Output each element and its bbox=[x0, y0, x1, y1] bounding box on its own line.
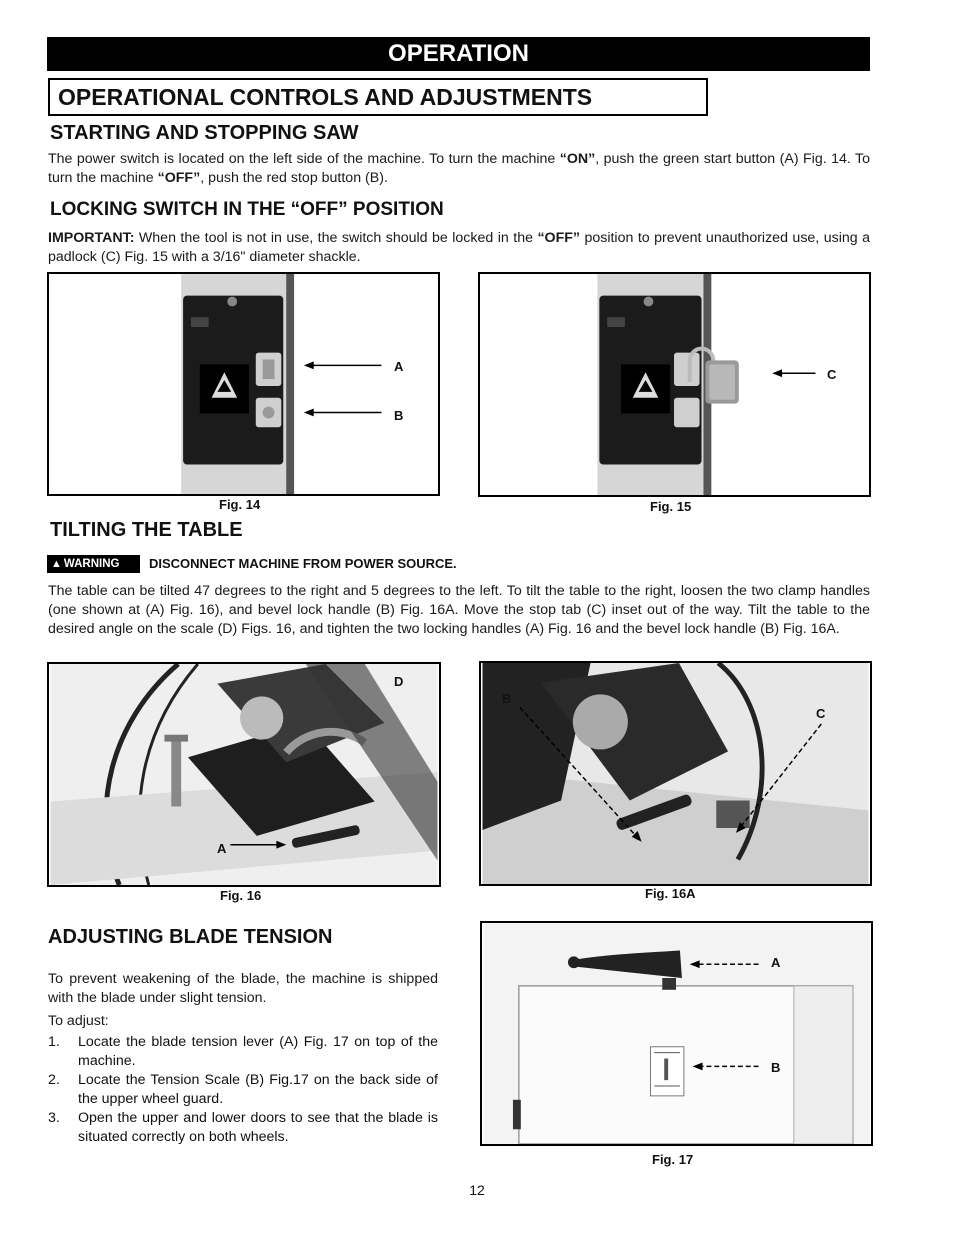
figure-16a bbox=[479, 661, 872, 886]
section-banner: OPERATION bbox=[47, 37, 870, 71]
fig16-caption: Fig. 16 bbox=[220, 888, 262, 903]
padlock-photo bbox=[480, 274, 869, 495]
fig14-label-b: B bbox=[394, 408, 404, 423]
subsection-banner: OPERATIONAL CONTROLS AND ADJUSTMENTS bbox=[48, 78, 708, 116]
fig16-label-d: D bbox=[394, 674, 404, 689]
fig17-label-b: B bbox=[771, 1060, 781, 1075]
figure-15 bbox=[478, 272, 871, 497]
tension-to-adjust: To adjust: bbox=[48, 1013, 109, 1029]
warning-text: DISCONNECT MACHINE FROM POWER SOURCE. bbox=[149, 556, 457, 571]
tension-steps bbox=[48, 1033, 438, 1147]
list-item: 3. Open the upper and lower doors to see that the blade is situated correctly on both wheels. bbox=[48, 1110, 438, 1145]
starting-paragraph: The power switch is located on the left side of the machine. To turn the machine “ON”, push the green start button (A) Fig. 14. To turn the machine “OFF”, push the red stop button (B). bbox=[48, 151, 870, 186]
fig16a-caption: Fig. 16A bbox=[645, 886, 696, 901]
warning-badge: ▲ WARNING bbox=[47, 555, 140, 573]
fig15-caption: Fig. 15 bbox=[650, 499, 692, 514]
figure-14 bbox=[47, 272, 440, 496]
table-tilt-photo bbox=[49, 664, 439, 885]
fig17-caption: Fig. 17 bbox=[652, 1152, 694, 1167]
switch-photo bbox=[49, 274, 438, 494]
tilting-paragraph: The table can be tilted 47 degrees to the right and 5 degrees to the left. To tilt the table to the right, loosen the two clamp handles (one shown at (A) Fig. 16), and bevel lock handle (B) Fig. 16A. Move the stop tab (C) inset out of the way. Tilt the table to the desired angle on the scale (D) Figs. 16, and tighten the two locking handles (A) Fig. 16 and the bevel lock handle (B) Fig. 16A. bbox=[48, 583, 870, 637]
locking-title: LOCKING SWITCH IN THE “OFF” POSITION bbox=[50, 199, 444, 220]
starting-title: STARTING AND STOPPING SAW bbox=[50, 122, 359, 144]
tilting-title: TILTING THE TABLE bbox=[50, 519, 243, 541]
warning-triangle-icon: ▲ bbox=[51, 558, 62, 570]
page-number: 12 bbox=[469, 1182, 485, 1198]
fig14-label-a: A bbox=[394, 359, 404, 374]
list-item: 2. Locate the Tension Scale (B) Fig.17 on the back side of the upper wheel guard. bbox=[48, 1072, 438, 1107]
fig15-label-c: C bbox=[827, 367, 837, 382]
figure-17 bbox=[480, 921, 873, 1146]
tension-title: ADJUSTING BLADE TENSION bbox=[48, 926, 333, 948]
tension-intro: To prevent weakening of the blade, the machine is shipped with the blade under slight tension. bbox=[48, 971, 438, 1006]
blade-tension-photo bbox=[482, 923, 871, 1144]
fig14-caption: Fig. 14 bbox=[219, 497, 261, 512]
list-item: 1. Locate the blade tension lever (A) Fig. 17 on top of the machine. bbox=[48, 1034, 438, 1069]
figure-16 bbox=[47, 662, 441, 887]
fig17-label-a: A bbox=[771, 955, 781, 970]
bevel-lock-photo bbox=[481, 663, 870, 884]
fig16-label-a: A bbox=[217, 841, 227, 856]
fig16a-label-c: C bbox=[816, 706, 826, 721]
locking-paragraph: IMPORTANT: When the tool is not in use, the switch should be locked in the “OFF” position to prevent unauthorized use, using a padlock (C) Fig. 15 with a 3/16" diameter shackle. bbox=[48, 230, 870, 265]
fig16a-label-b: B bbox=[502, 691, 512, 706]
